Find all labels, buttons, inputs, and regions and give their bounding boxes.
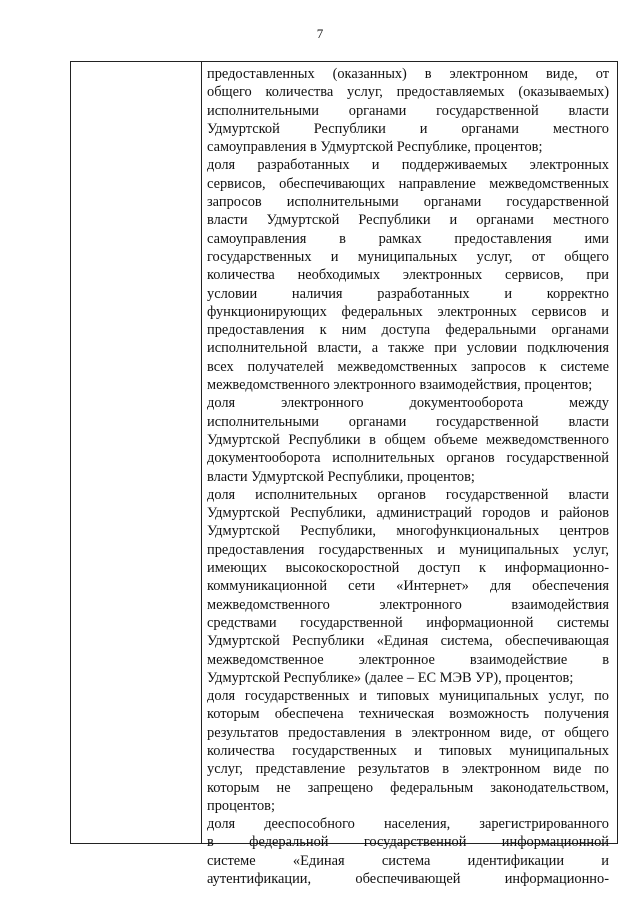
text-line: услуг, представление результатов в электронном виде по bbox=[207, 761, 609, 778]
text-line: доля разработанных и поддерживаемых электронных bbox=[207, 157, 609, 174]
text-line: количества необходимых электронных сервисов, при bbox=[207, 267, 609, 284]
text-line: Удмуртской Республики, администраций городов и районов bbox=[207, 505, 609, 522]
table-right-cell-text bbox=[207, 65, 609, 888]
text-line: доля государственных и типовых муниципальных услуг, по bbox=[207, 688, 609, 705]
indicator-table bbox=[70, 61, 618, 888]
text-line: функционирующих федеральных электронных сервисов и bbox=[207, 303, 609, 320]
text-line: самоуправления в рамках предоставления ими bbox=[207, 230, 609, 247]
column-divider bbox=[201, 62, 202, 843]
text-line: межведомственное электронное взаимодействие в bbox=[207, 651, 609, 668]
text-line: коммуникационной сети «Интернет» для обеспечения bbox=[207, 578, 609, 595]
text-line: Удмуртской Республики в общем объеме межведомственного bbox=[207, 431, 609, 448]
text-line: исполнительной власти, а также при условии подключения bbox=[207, 340, 609, 357]
text-line: которым не запрещено федеральным законодательством, bbox=[207, 779, 609, 796]
text-line: власти Удмуртской Республики, процентов; bbox=[207, 468, 475, 485]
text-line: процентов; bbox=[207, 797, 275, 814]
text-line: аутентификации, обеспечивающей информационно- bbox=[207, 871, 609, 888]
text-line: документооборота исполнительных органов государственной bbox=[207, 450, 609, 467]
table-left-cell-empty bbox=[71, 62, 201, 843]
page-number: 7 bbox=[316, 26, 324, 41]
text-line: Удмуртской Республики «Единая система, обеспечивающая bbox=[207, 633, 609, 650]
text-line: системе «Единая система идентификации и bbox=[207, 852, 609, 869]
text-line: межведомственного электронного взаимодействия bbox=[207, 596, 609, 613]
text-line: имеющих высокоскоростной доступ к информационно- bbox=[207, 560, 609, 577]
text-line: запросов исполнительными органами государственной bbox=[207, 194, 609, 211]
text-line: межведомственного электронного взаимодействия, процентов; bbox=[207, 377, 593, 394]
text-line: Удмуртской Республики, многофункциональных центров bbox=[207, 523, 609, 540]
text-line: власти Удмуртской Республики и органами местного bbox=[207, 212, 609, 229]
text-line: количества государственных и типовых муниципальных bbox=[207, 742, 609, 759]
text-line: доля исполнительных органов государственной власти bbox=[207, 486, 609, 503]
text-line: государственных и муниципальных услуг, от общего bbox=[207, 248, 609, 265]
text-line: общего количества услуг, предоставляемых (оказываемых) bbox=[207, 84, 609, 101]
text-line: исполнительными органами государственной власти bbox=[207, 102, 609, 119]
text-line: Удмуртской Республике» (далее – ЕС МЭВ УР), процентов; bbox=[207, 669, 574, 686]
text-line: в федеральной государственной информационной bbox=[207, 834, 609, 851]
text-line: всех получателей межведомственных запросов к системе bbox=[207, 358, 609, 375]
text-line: Удмуртской Республики и органами местного bbox=[207, 120, 609, 137]
text-line: доля электронного документооборота между bbox=[207, 395, 609, 412]
text-line: результатов предоставления в электронном виде, от общего bbox=[207, 724, 609, 741]
text-line: самоуправления в Удмуртской Республике, процентов; bbox=[207, 139, 543, 156]
text-line: предоставления к ним доступа федеральными органами bbox=[207, 322, 609, 339]
text-line: исполнительными органами государственной власти bbox=[207, 413, 609, 430]
text-line: сервисов, обеспечивающих направление межведомственных bbox=[207, 175, 609, 192]
text-line: доля дееспособного населения, зарегистрированного bbox=[207, 816, 609, 833]
text-line: предоставленных (оказанных) в электронном виде, от bbox=[207, 66, 609, 82]
text-line: которым обеспечена техническая возможность получения bbox=[207, 706, 609, 723]
text-line: средствами государственной информационной системы bbox=[207, 614, 609, 631]
text-line: предоставления государственных и муниципальных услуг, bbox=[207, 541, 609, 558]
text-line: условии наличия разработанных и корректно bbox=[207, 285, 609, 302]
